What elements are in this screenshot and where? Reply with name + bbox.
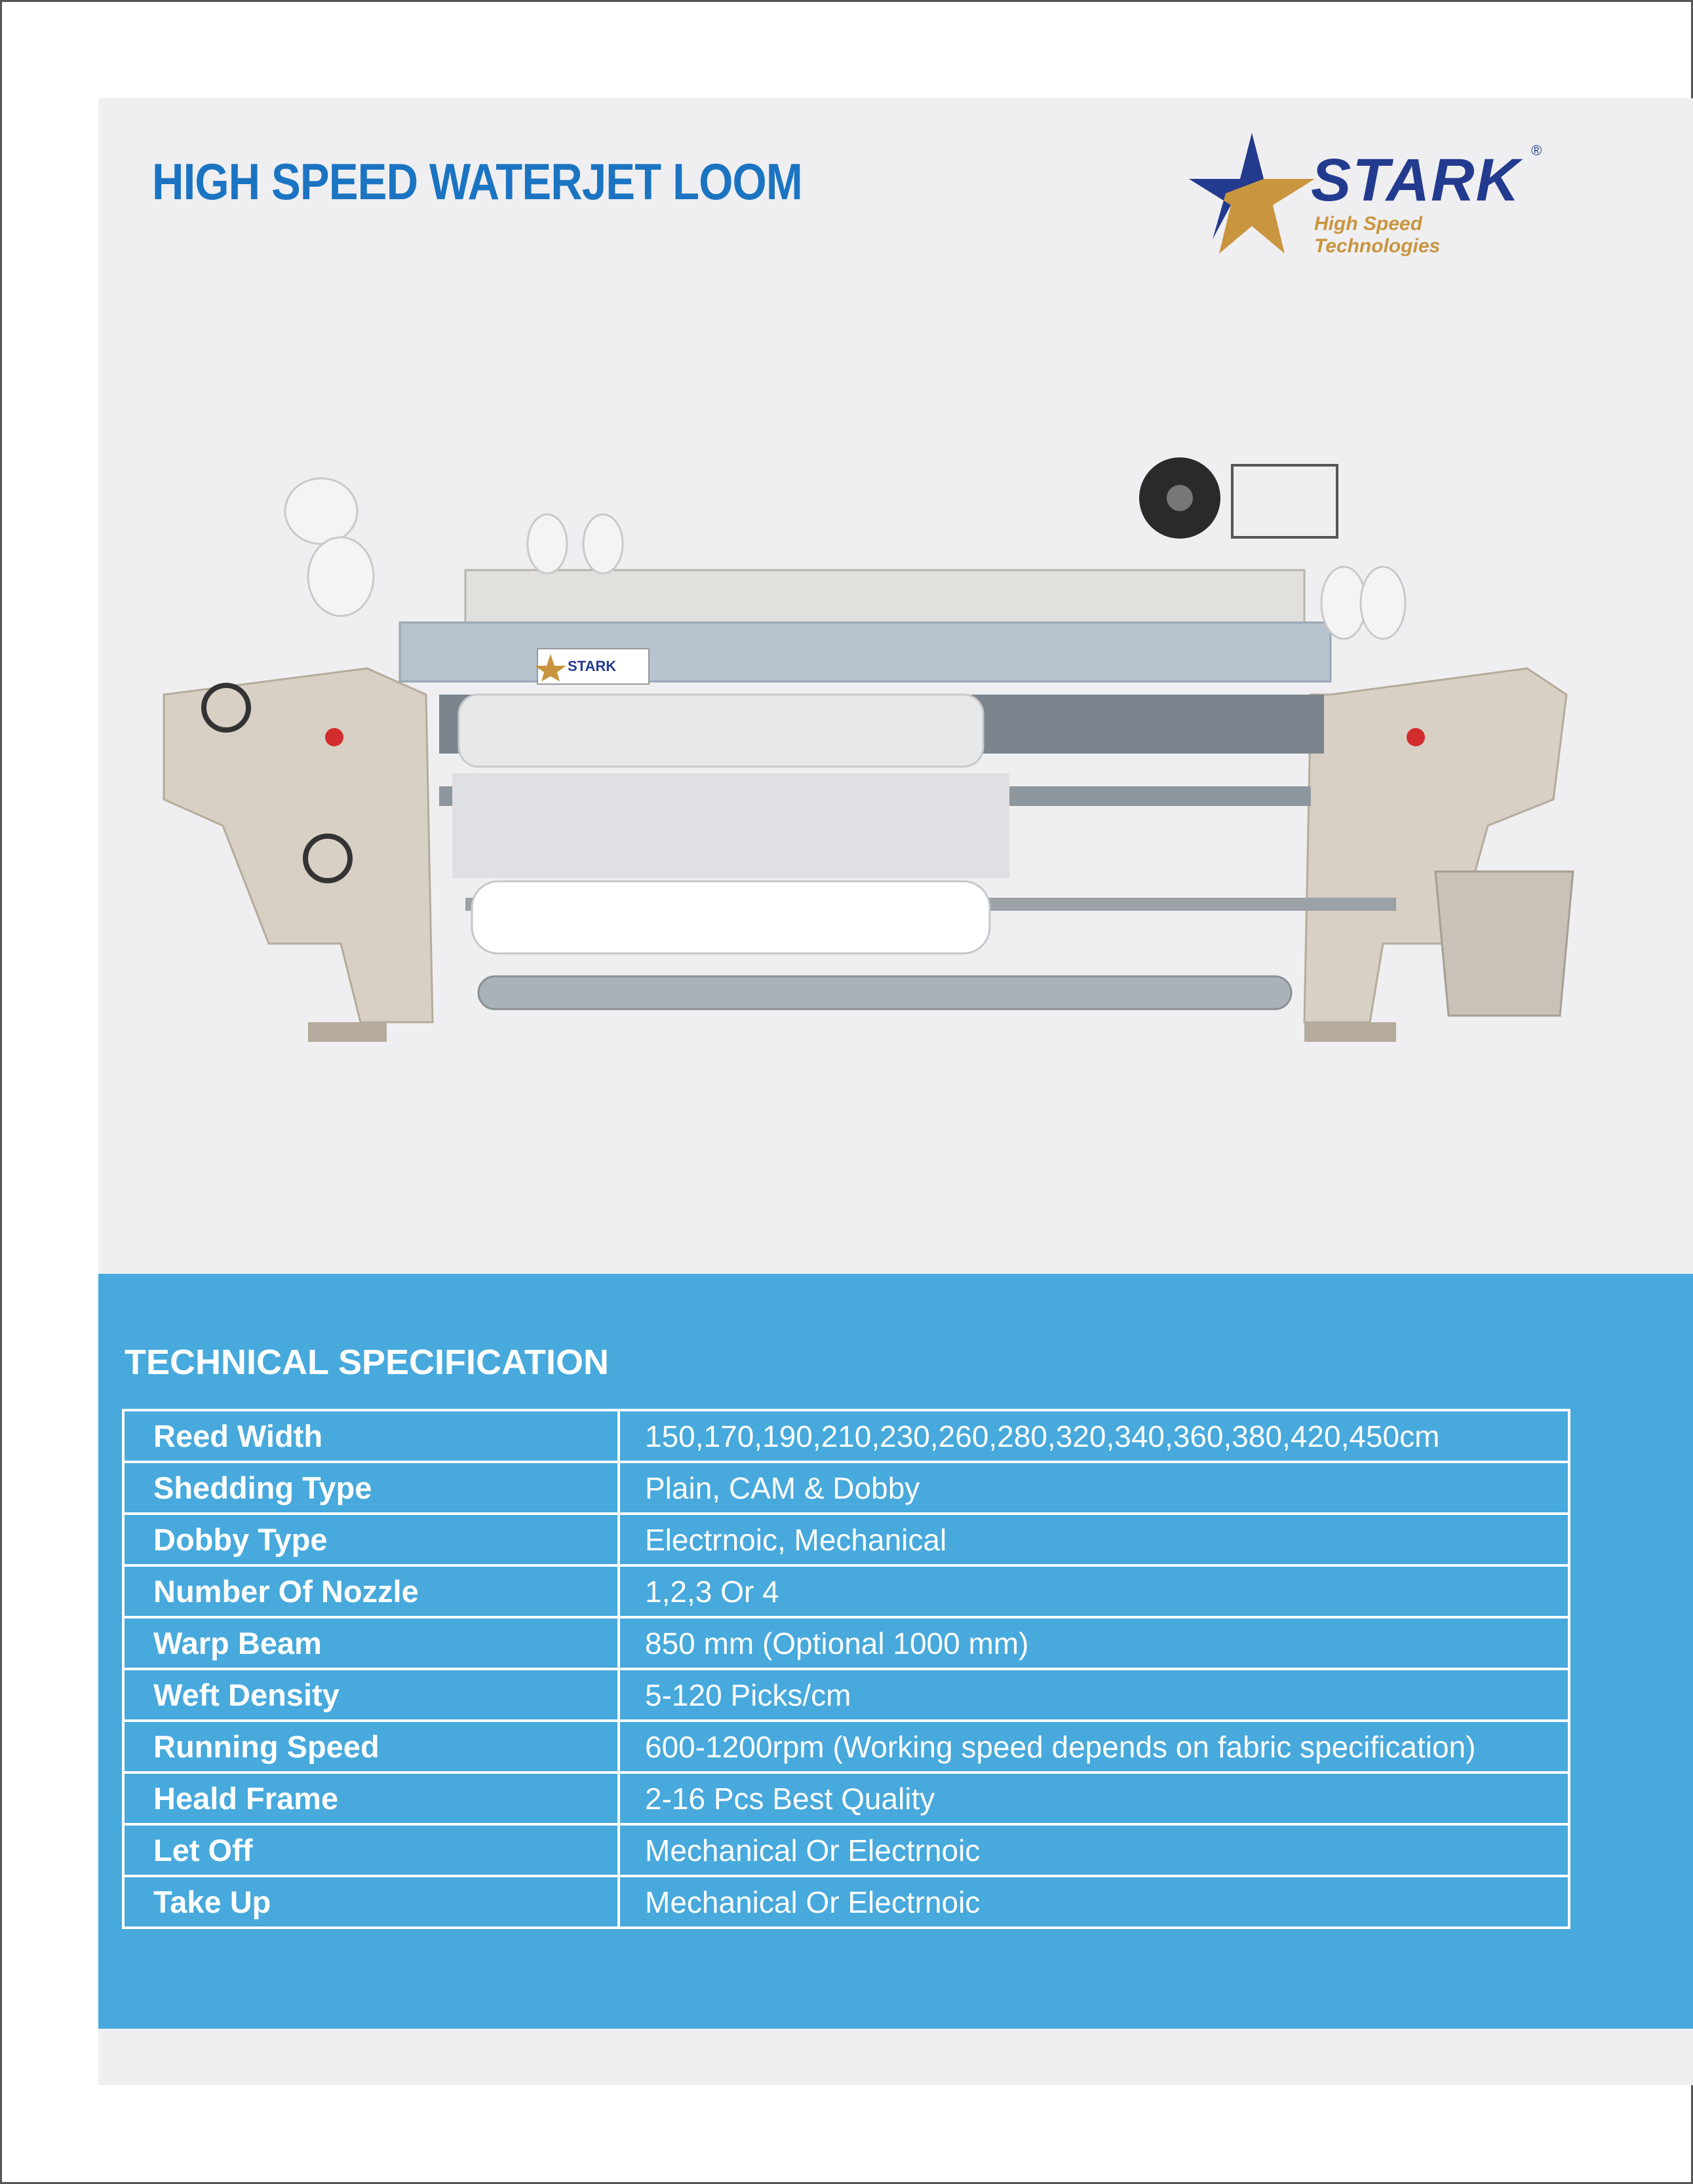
spec-label: Take Up	[123, 1876, 619, 1928]
table-row	[123, 1721, 1569, 1772]
spec-label: Warp Beam	[123, 1617, 619, 1669]
spec-label: Let Off	[123, 1824, 619, 1876]
table-row	[123, 1565, 1569, 1617]
waterjet-loom-photo	[151, 406, 1593, 1068]
spec-value: Plain, CAM & Dobby	[619, 1462, 1569, 1514]
spec-label: Number Of Nozzle	[123, 1565, 619, 1617]
spec-value: 2-16 Pcs Best Quality	[619, 1772, 1569, 1824]
spec-label: Reed Width	[123, 1410, 619, 1462]
spec-label: Shedding Type	[123, 1462, 619, 1514]
logo-tagline: High Speed Technologies	[1314, 213, 1441, 257]
machine-badge-text: STARK	[568, 658, 617, 674]
spec-value: 850 mm (Optional 1000 mm)	[619, 1617, 1569, 1669]
spec-value: 1,2,3 Or 4	[619, 1565, 1569, 1617]
table-row	[123, 1824, 1569, 1876]
table-row	[123, 1617, 1569, 1669]
table-row	[123, 1410, 1569, 1462]
spec-value: Electrnoic, Mechanical	[619, 1514, 1569, 1565]
table-row	[123, 1514, 1569, 1565]
spec-value: 150,170,190,210,230,260,280,320,340,360,380,420,450cm	[619, 1410, 1569, 1462]
spec-label: Heald Frame	[123, 1772, 619, 1824]
spec-value: Mechanical Or Electrnoic	[619, 1876, 1569, 1928]
spec-value: Mechanical Or Electrnoic	[619, 1824, 1569, 1876]
registered-mark: ®	[1531, 142, 1542, 159]
table-row	[123, 1876, 1569, 1928]
spec-value: 5-120 Picks/cm	[619, 1669, 1569, 1721]
logo-wordmark: STARK	[1311, 147, 1521, 214]
spec-label: Running Speed	[123, 1721, 619, 1772]
spec-value: 600-1200rpm (Working speed depends on fabric specification)	[619, 1721, 1569, 1772]
table-row	[123, 1772, 1569, 1824]
spec-label: Dobby Type	[123, 1514, 619, 1565]
spec-label: Weft Density	[123, 1669, 619, 1721]
table-row	[123, 1462, 1569, 1514]
table-row	[123, 1669, 1569, 1721]
star-logo-icon	[1186, 128, 1317, 259]
stark-logo	[1186, 128, 1553, 259]
spec-table	[122, 1409, 1570, 1929]
spec-heading: TECHNICAL SPECIFICATION	[125, 1343, 610, 1382]
page-title: HIGH SPEED WATERJET LOOM	[152, 153, 802, 210]
